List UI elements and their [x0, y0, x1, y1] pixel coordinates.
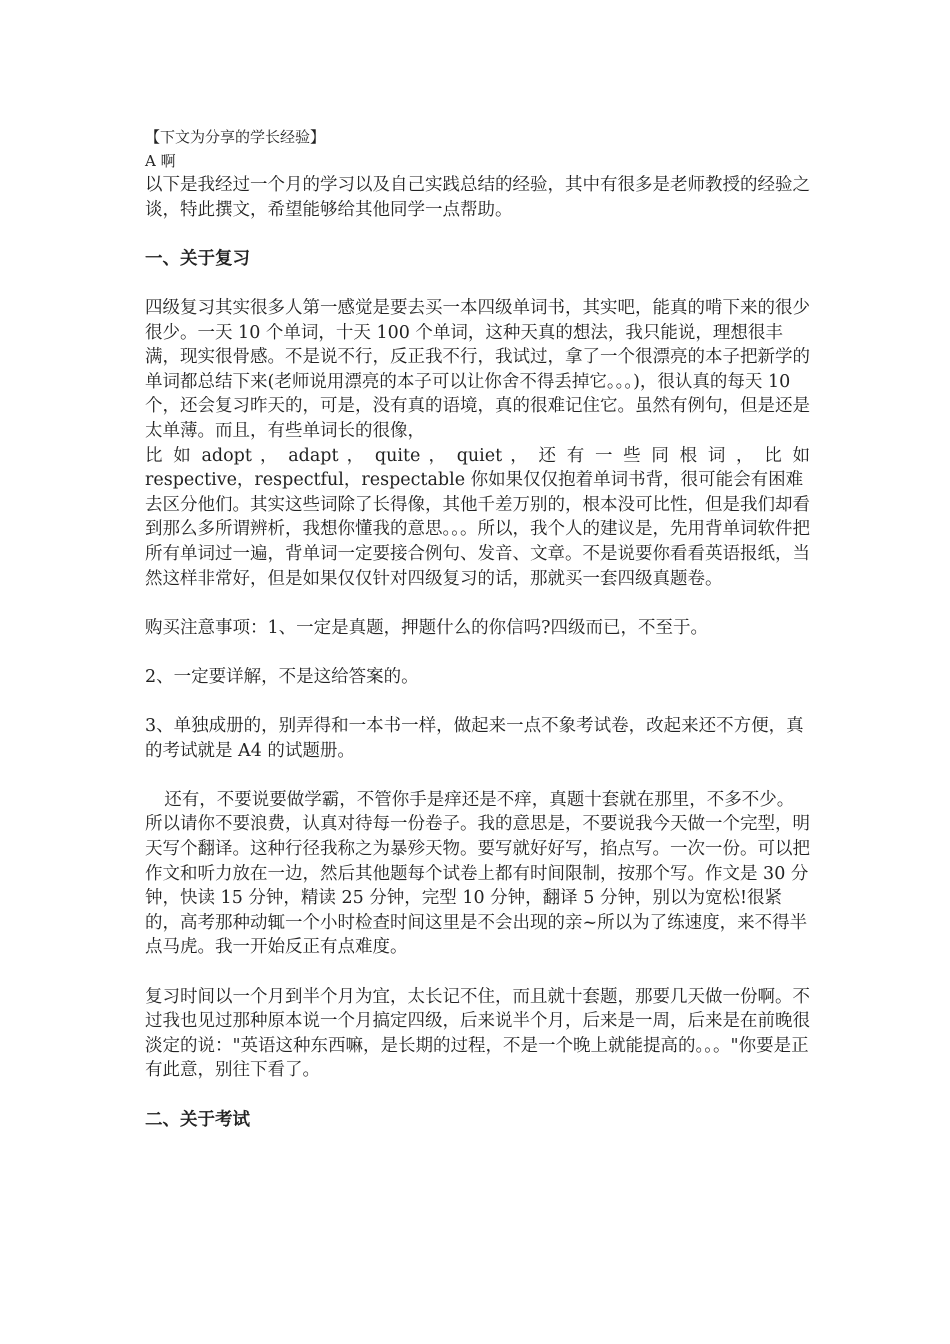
review-paragraph-2: 还有，不要说要做学霸，不管你手是痒还是不痒，真题十套就在那里，不多不少。所以请你不要浪费，认真对待每一份卷子。我的意思是，不要说我今天做一个完型，明天写个翻译。这种行径我称之为暴殄天物。要写就好好写，掐点写。一次一份。可以把作文和听力放在一边，然后其他题每个试卷上都有时间限制，按那个写。作文是 30 分钟，快读 15 分钟，精读 25 分钟，完型 10 分钟，翻译 5 分钟，别以为宽松!很紧的，高考那种动辄一个小时检查时间这里是不会出现的亲~所以为了练速度，来不得半点马虎。我一开始反正有点难度。: [145, 789, 810, 958]
document-page: [145, 125, 810, 1132]
review-paragraph-1b: 比 如 adopt ， adapt ， quite ， quiet ， 还 有 一 些 同 根 词 ， 比 如: [145, 445, 810, 466]
purchase-note-3: 3、单独成册的，别弄得和一本书一样，做起来一点不象考试卷，改起来还不方便，真的考试就是 A4 的试题册。: [145, 716, 804, 761]
section-heading-exam: 二、关于考试: [145, 1109, 250, 1130]
review-paragraph-1c: respective，respectful，respectable 你如果仅仅抱着单词书背，很可能会有困难去区分他们。其实这些词除了长得像，其他千差万别的，根本没可比性，但是我们却看到那么多所谓辨析，我想你懂我的意思。。。所以，我个人的建议是，先用背单词软件把所有单词过一遍，背单词一定要接合例句、发音、文章。不是说要你看看英语报纸，当然这样非常好，但是如果仅仅针对四级复习的话，那就买一套四级真题卷。: [145, 470, 810, 589]
purchase-note-2: 2、一定要详解，不是这给答案的。: [145, 666, 419, 687]
share-note: 【下文为分享的学长经验】: [145, 128, 326, 146]
intro-paragraph: 以下是我经过一个月的学习以及自己实践总结的经验，其中有很多是老师教授的经验之谈，特此撰文，希望能够给其他同学一点帮助。: [145, 175, 810, 220]
purchase-note-1: 购买注意事项：1、一定是真题，押题什么的你信吗?四级而已，不至于。: [145, 617, 709, 638]
section-heading-review: 一、关于复习: [145, 248, 250, 269]
review-paragraph-1a: 四级复习其实很多人第一感觉是要去买一本四级单词书，其实吧，能真的啃下来的很少很少。一天 10 个单词，十天 100 个单词，这种天真的想法，我只能说，理想很丰满，现实很骨感。不是说不行，反正我不行，我试过，拿了一个很漂亮的本子把新学的单词都总结下来(老师说用漂亮的本子可以让你舍不得丢掉它。。。)，很认真的每天 10 个，还会复习昨天的，可是，没有真的语境，真的很难记住它。虽然有例句，但是还是太单薄。而且，有些单词长的很像，: [145, 297, 810, 441]
author-line: A 啊: [145, 152, 176, 170]
review-paragraph-3: 复习时间以一个月到半个月为宜，太长记不住，而且就十套题，那要几天做一份啊。不过我也见过那种原本说一个月搞定四级，后来说半个月，后来是一周，后来是在前晚很淡定的说："英语这种东西嘛，是长期的过程，不是一个晚上就能提高的。。。"你要是正有此意，别往下看了。: [145, 986, 810, 1081]
